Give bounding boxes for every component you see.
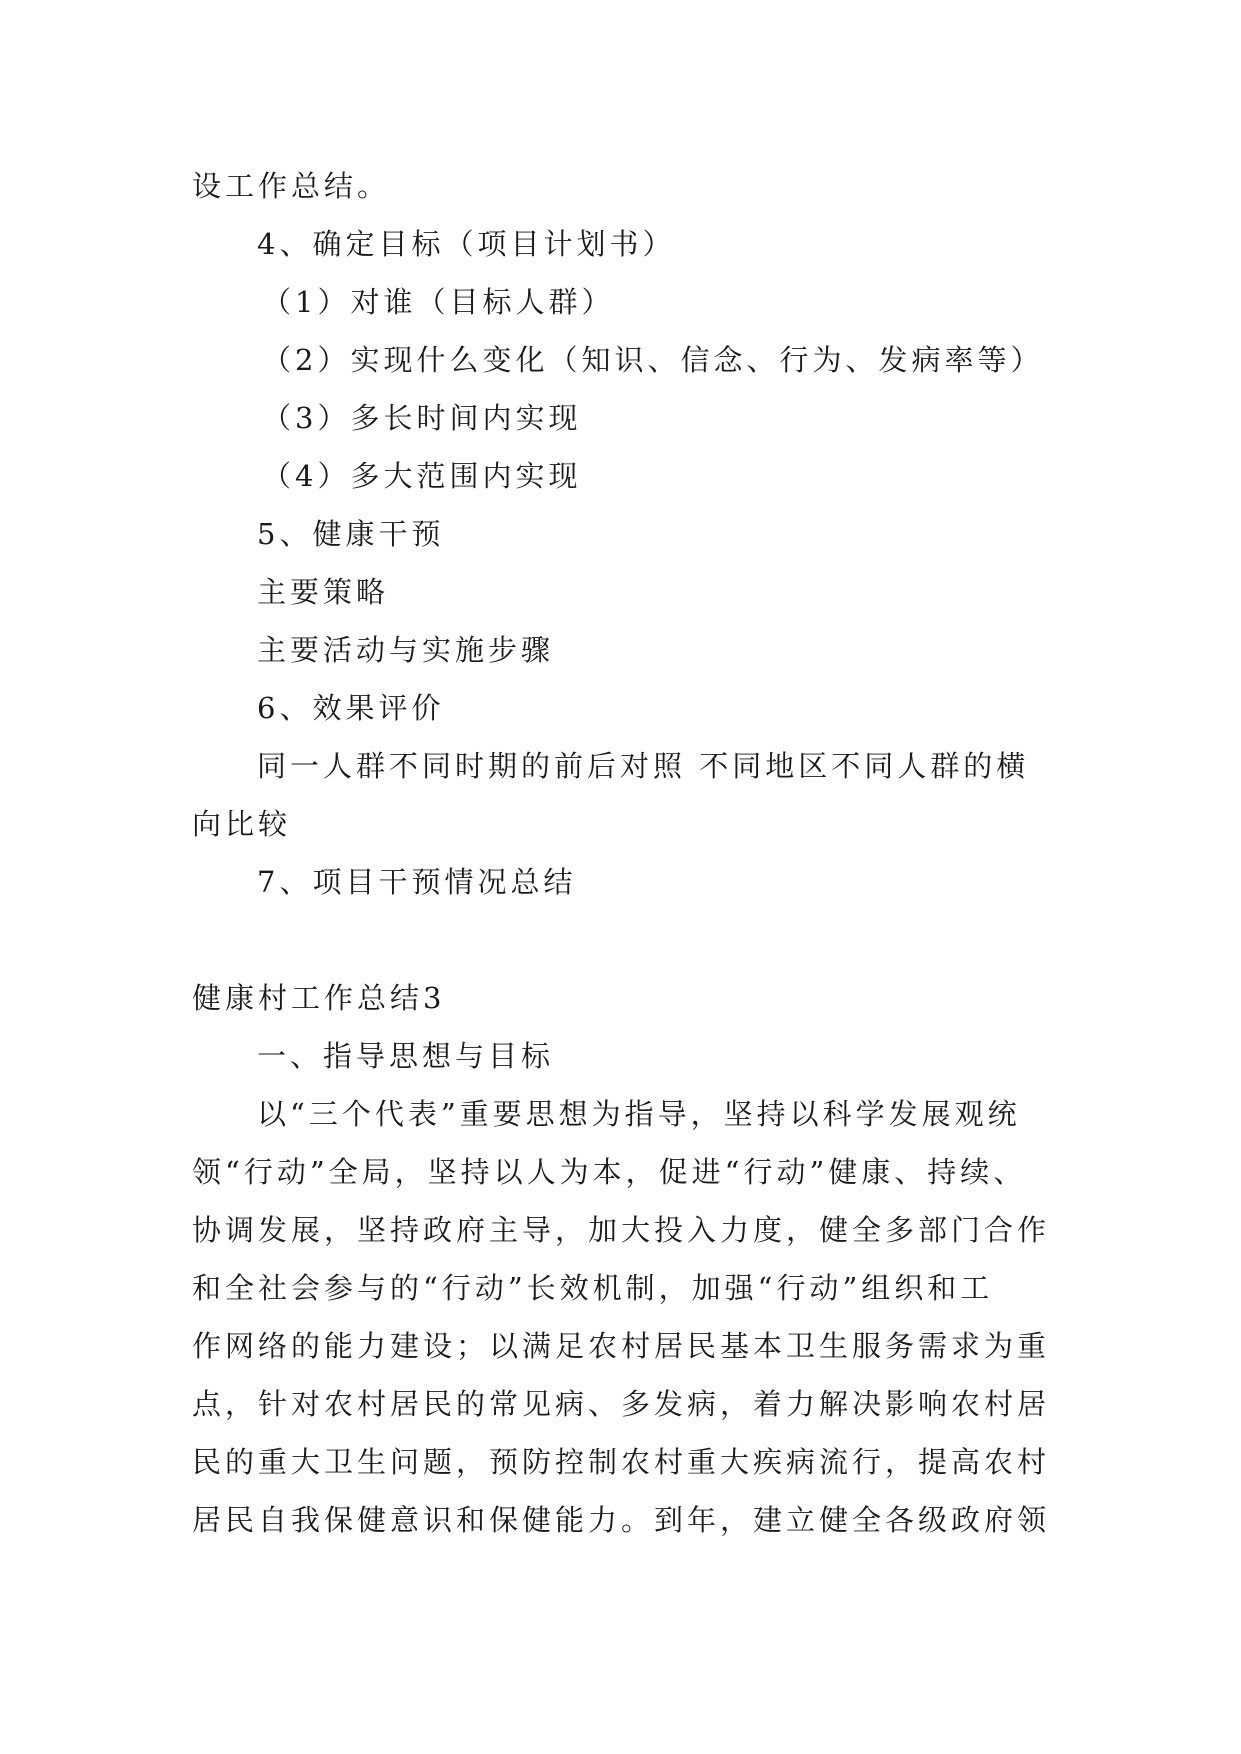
paragraph-line: 民的重大卫生问题，预防控制农村重大疾病流行，提高农村	[192, 1445, 1051, 1479]
paragraph-line: 向比较	[192, 807, 292, 841]
list-item: （2）实现什么变化（知识、信念、行为、发病率等）	[262, 343, 1044, 377]
paragraph-line: 设工作总结。	[192, 169, 391, 203]
paragraph-line: 点，针对农村居民的常见病、多发病，着力解决影响农村居	[192, 1387, 1051, 1421]
list-item: （4）多大范围内实现	[262, 459, 582, 493]
paragraph-line: 作网络的能力建设；以满足农村居民基本卫生服务需求为重	[192, 1329, 1051, 1363]
paragraph-line: 主要活动与实施步骤	[257, 633, 555, 667]
document-title: 健康村工作总结3	[192, 981, 446, 1015]
paragraph-line: 主要策略	[257, 575, 390, 609]
section-heading: 4、确定目标（项目计划书）	[257, 227, 676, 261]
paragraph-line: 以“三个代表”重要思想为指导，坚持以科学发展观统	[257, 1097, 1021, 1131]
section-heading: 6、效果评价	[257, 691, 445, 725]
section-heading: 7、项目干预情况总结	[257, 865, 577, 899]
paragraph-line: 领“行动”全局，坚持以人为本，促进“行动”健康、持续、	[192, 1155, 1027, 1189]
section-heading: 5、健康干预	[257, 517, 445, 551]
paragraph-line: 居民自我保健意识和保健能力。到年，建立健全各级政府领	[192, 1503, 1051, 1537]
paragraph-line: 同一人群不同时期的前后对照 不同地区不同人群的横	[257, 749, 1030, 783]
list-item: （3）多长时间内实现	[262, 401, 582, 435]
paragraph-line: 和全社会参与的“行动”长效机制，加强“行动”组织和工	[192, 1271, 994, 1305]
paragraph-line: 协调发展，坚持政府主导，加大投入力度，健全多部门合作	[192, 1213, 1051, 1247]
section-heading: 一、指导思想与目标	[257, 1039, 555, 1073]
list-item: （1）对谁（目标人群）	[262, 285, 615, 319]
